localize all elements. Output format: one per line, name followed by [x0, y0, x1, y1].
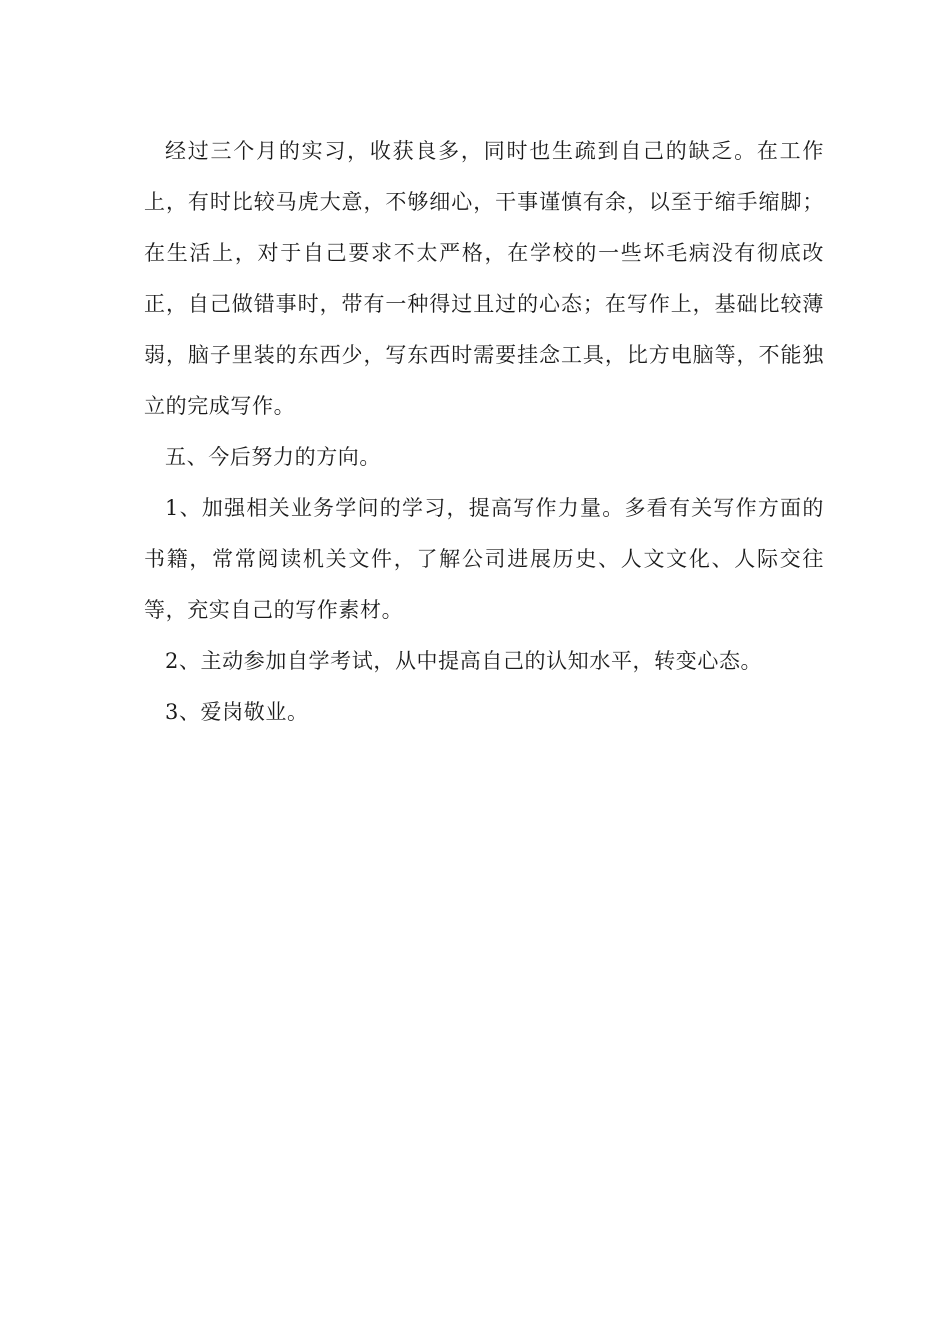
- document-body: [144, 126, 824, 738]
- section-heading-future-direction: 五、今后努力的方向。: [165, 445, 381, 469]
- list-item-3: 3、爱岗敬业。: [165, 700, 309, 724]
- list-item-2: 2、主动参加自学考试，从中提高自己的认知水平，转变心态。: [165, 649, 763, 673]
- paragraph-self-assessment: 经过三个月的实习，收获良多，同时也生疏到自己的缺乏。在工作上，有时比较马虎大意，不够细心，干事谨慎有余，以至于缩手缩脚；在生活上，对于自己要求不太严格，在学校的一些坏毛病没有彻底改正，自己做错事时，带有一种得过且过的心态；在写作上，基础比较薄弱，脑子里装的东西少，写东西时需要挂念工具，比方电脑等，不能独立的完成写作。: [144, 139, 824, 418]
- list-item-1: 1、加强相关业务学问的学习，提高写作力量。多看有关写作方面的书籍，常常阅读机关文件，了解公司进展历史、人文文化、人际交往等，充实自己的写作素材。: [144, 496, 824, 622]
